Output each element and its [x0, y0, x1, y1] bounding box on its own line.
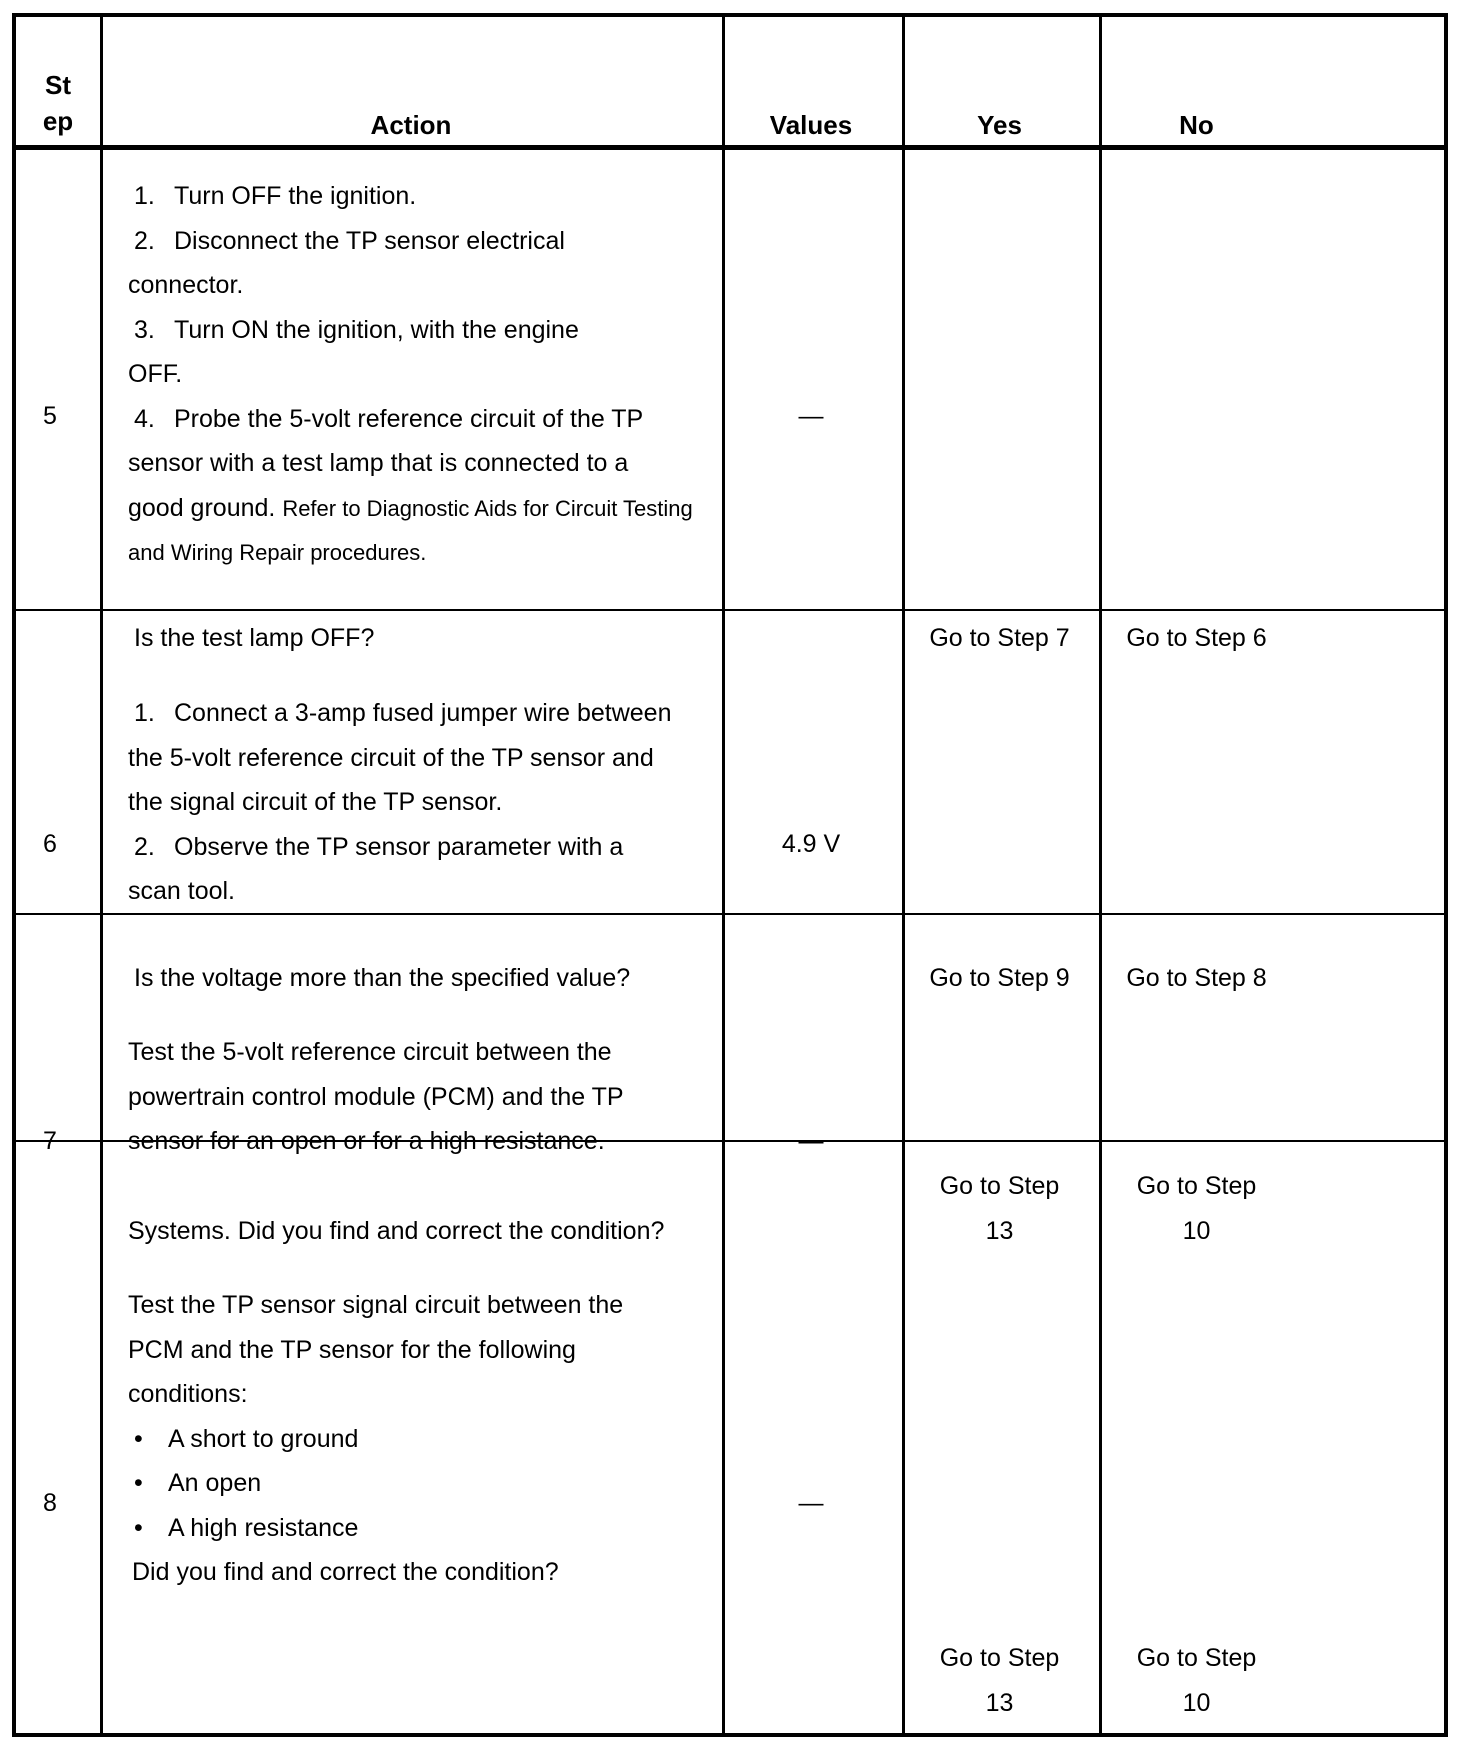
- item-text: Turn OFF the ignition.: [174, 182, 417, 210]
- reference-note: and Wiring Repair procedures.: [128, 540, 427, 565]
- item-continuation: sensor with a test lamp that is connected to a: [128, 449, 629, 477]
- item-continuation: the signal circuit of the TP sensor.: [128, 788, 503, 816]
- item-continuation: scan tool.: [128, 877, 236, 905]
- item-continuation: OFF.: [128, 360, 183, 388]
- item-text: Connect a 3-amp fused jumper wire between: [174, 699, 672, 727]
- column-divider: [722, 17, 725, 1733]
- action-item: [128, 397, 693, 442]
- bullet-text: A high resistance: [168, 1513, 359, 1542]
- yes-cell: Go to Step 9: [929, 964, 1070, 992]
- item-number: 4.: [134, 404, 155, 433]
- action-question: Systems. Did you find and correct the condition?: [128, 1217, 665, 1245]
- value-cell: —: [798, 402, 824, 430]
- value-cell: 4.9 V: [781, 830, 841, 858]
- header-divider: [16, 145, 1444, 150]
- step-number: 6: [43, 830, 57, 858]
- action-text: [128, 1030, 624, 1164]
- action-item: [128, 219, 693, 264]
- column-divider: [100, 17, 103, 1733]
- action-text: [128, 691, 672, 914]
- bullet-text: An open: [168, 1469, 262, 1497]
- yes-cell-line: Go to Step: [939, 1644, 1060, 1672]
- yes-cell-line: 13: [985, 1216, 1014, 1245]
- action-item: [128, 174, 693, 219]
- reference-note: Refer to Diagnostic Aids for Circuit Testing: [282, 495, 693, 521]
- bullet-icon: •: [134, 1513, 143, 1542]
- action-question: Is the voltage more than the specified value?: [134, 964, 631, 992]
- yes-cell-line: 13: [985, 1688, 1014, 1717]
- no-cell: Go to Step 8: [1126, 964, 1267, 992]
- yes-cell: [901, 1164, 1098, 1253]
- bullet-text: A short to ground: [168, 1424, 359, 1453]
- header-values: Values: [769, 110, 853, 140]
- item-text: Disconnect the TP sensor electrical: [174, 226, 565, 255]
- item-continuation: connector.: [128, 271, 244, 299]
- item-number: 1.: [134, 699, 155, 727]
- action-item: [128, 308, 693, 353]
- value-cell: —: [798, 1127, 824, 1155]
- column-divider: [902, 17, 905, 1733]
- action-line: powertrain control module (PCM) and the TP: [128, 1082, 624, 1111]
- item-number: 3.: [134, 315, 155, 344]
- row-divider: [16, 609, 1444, 611]
- step-number: 8: [43, 1489, 57, 1517]
- item-text: Probe the 5-volt reference circuit of the TP: [174, 404, 644, 433]
- item-continuation-text: good ground.: [128, 493, 276, 522]
- yes-cell-line: Go to Step: [939, 1172, 1060, 1200]
- action-line: conditions:: [128, 1380, 248, 1408]
- action-line: PCM and the TP sensor for the following: [128, 1335, 576, 1364]
- header-action: Action: [370, 110, 452, 140]
- action-line: sensor for an open or for a high resistance.: [128, 1127, 605, 1155]
- header-step-line1: St: [45, 70, 71, 100]
- value-cell: —: [798, 1489, 824, 1517]
- action-question: Did you find and correct the condition?: [132, 1558, 559, 1586]
- no-cell: [1098, 1636, 1295, 1725]
- action-line: Test the TP sensor signal circuit between the: [128, 1291, 624, 1319]
- yes-cell: Go to Step 7: [929, 624, 1070, 652]
- no-cell: [1098, 1164, 1295, 1253]
- item-number: 2.: [134, 832, 155, 861]
- bullet-icon: •: [134, 1469, 143, 1497]
- column-divider: [1099, 17, 1102, 1733]
- header-no: No: [1179, 110, 1214, 140]
- action-question: Is the test lamp OFF?: [134, 624, 375, 652]
- step-number: 5: [43, 402, 57, 430]
- step-number: 7: [43, 1127, 57, 1155]
- bullet-item: [128, 1417, 623, 1462]
- no-cell-line: 10: [1182, 1216, 1211, 1245]
- action-text: [128, 174, 693, 576]
- header-step: [16, 67, 100, 139]
- action-line: Test the 5-volt reference circuit between the: [128, 1038, 612, 1066]
- bullet-item: [128, 1461, 623, 1506]
- header-yes: Yes: [977, 110, 1022, 140]
- item-number: 2.: [134, 226, 155, 255]
- item-text: Turn ON the ignition, with the engine: [174, 315, 579, 344]
- no-cell: Go to Step 6: [1126, 624, 1267, 652]
- yes-cell: [901, 1636, 1098, 1725]
- item-number: 1.: [134, 182, 155, 210]
- action-text: [128, 1283, 623, 1595]
- action-item: [128, 825, 672, 870]
- item-continuation: [128, 486, 693, 532]
- no-cell-line: Go to Step: [1136, 1172, 1257, 1200]
- item-text: Observe the TP sensor parameter with a: [174, 832, 624, 861]
- no-cell-line: Go to Step: [1136, 1644, 1257, 1672]
- no-cell-line: 10: [1182, 1688, 1211, 1717]
- bullet-icon: •: [134, 1424, 143, 1453]
- item-continuation: the 5-volt reference circuit of the TP sensor and: [128, 743, 654, 772]
- bullet-item: [128, 1506, 623, 1551]
- header-step-line2: ep: [42, 106, 74, 136]
- action-item: [128, 691, 672, 736]
